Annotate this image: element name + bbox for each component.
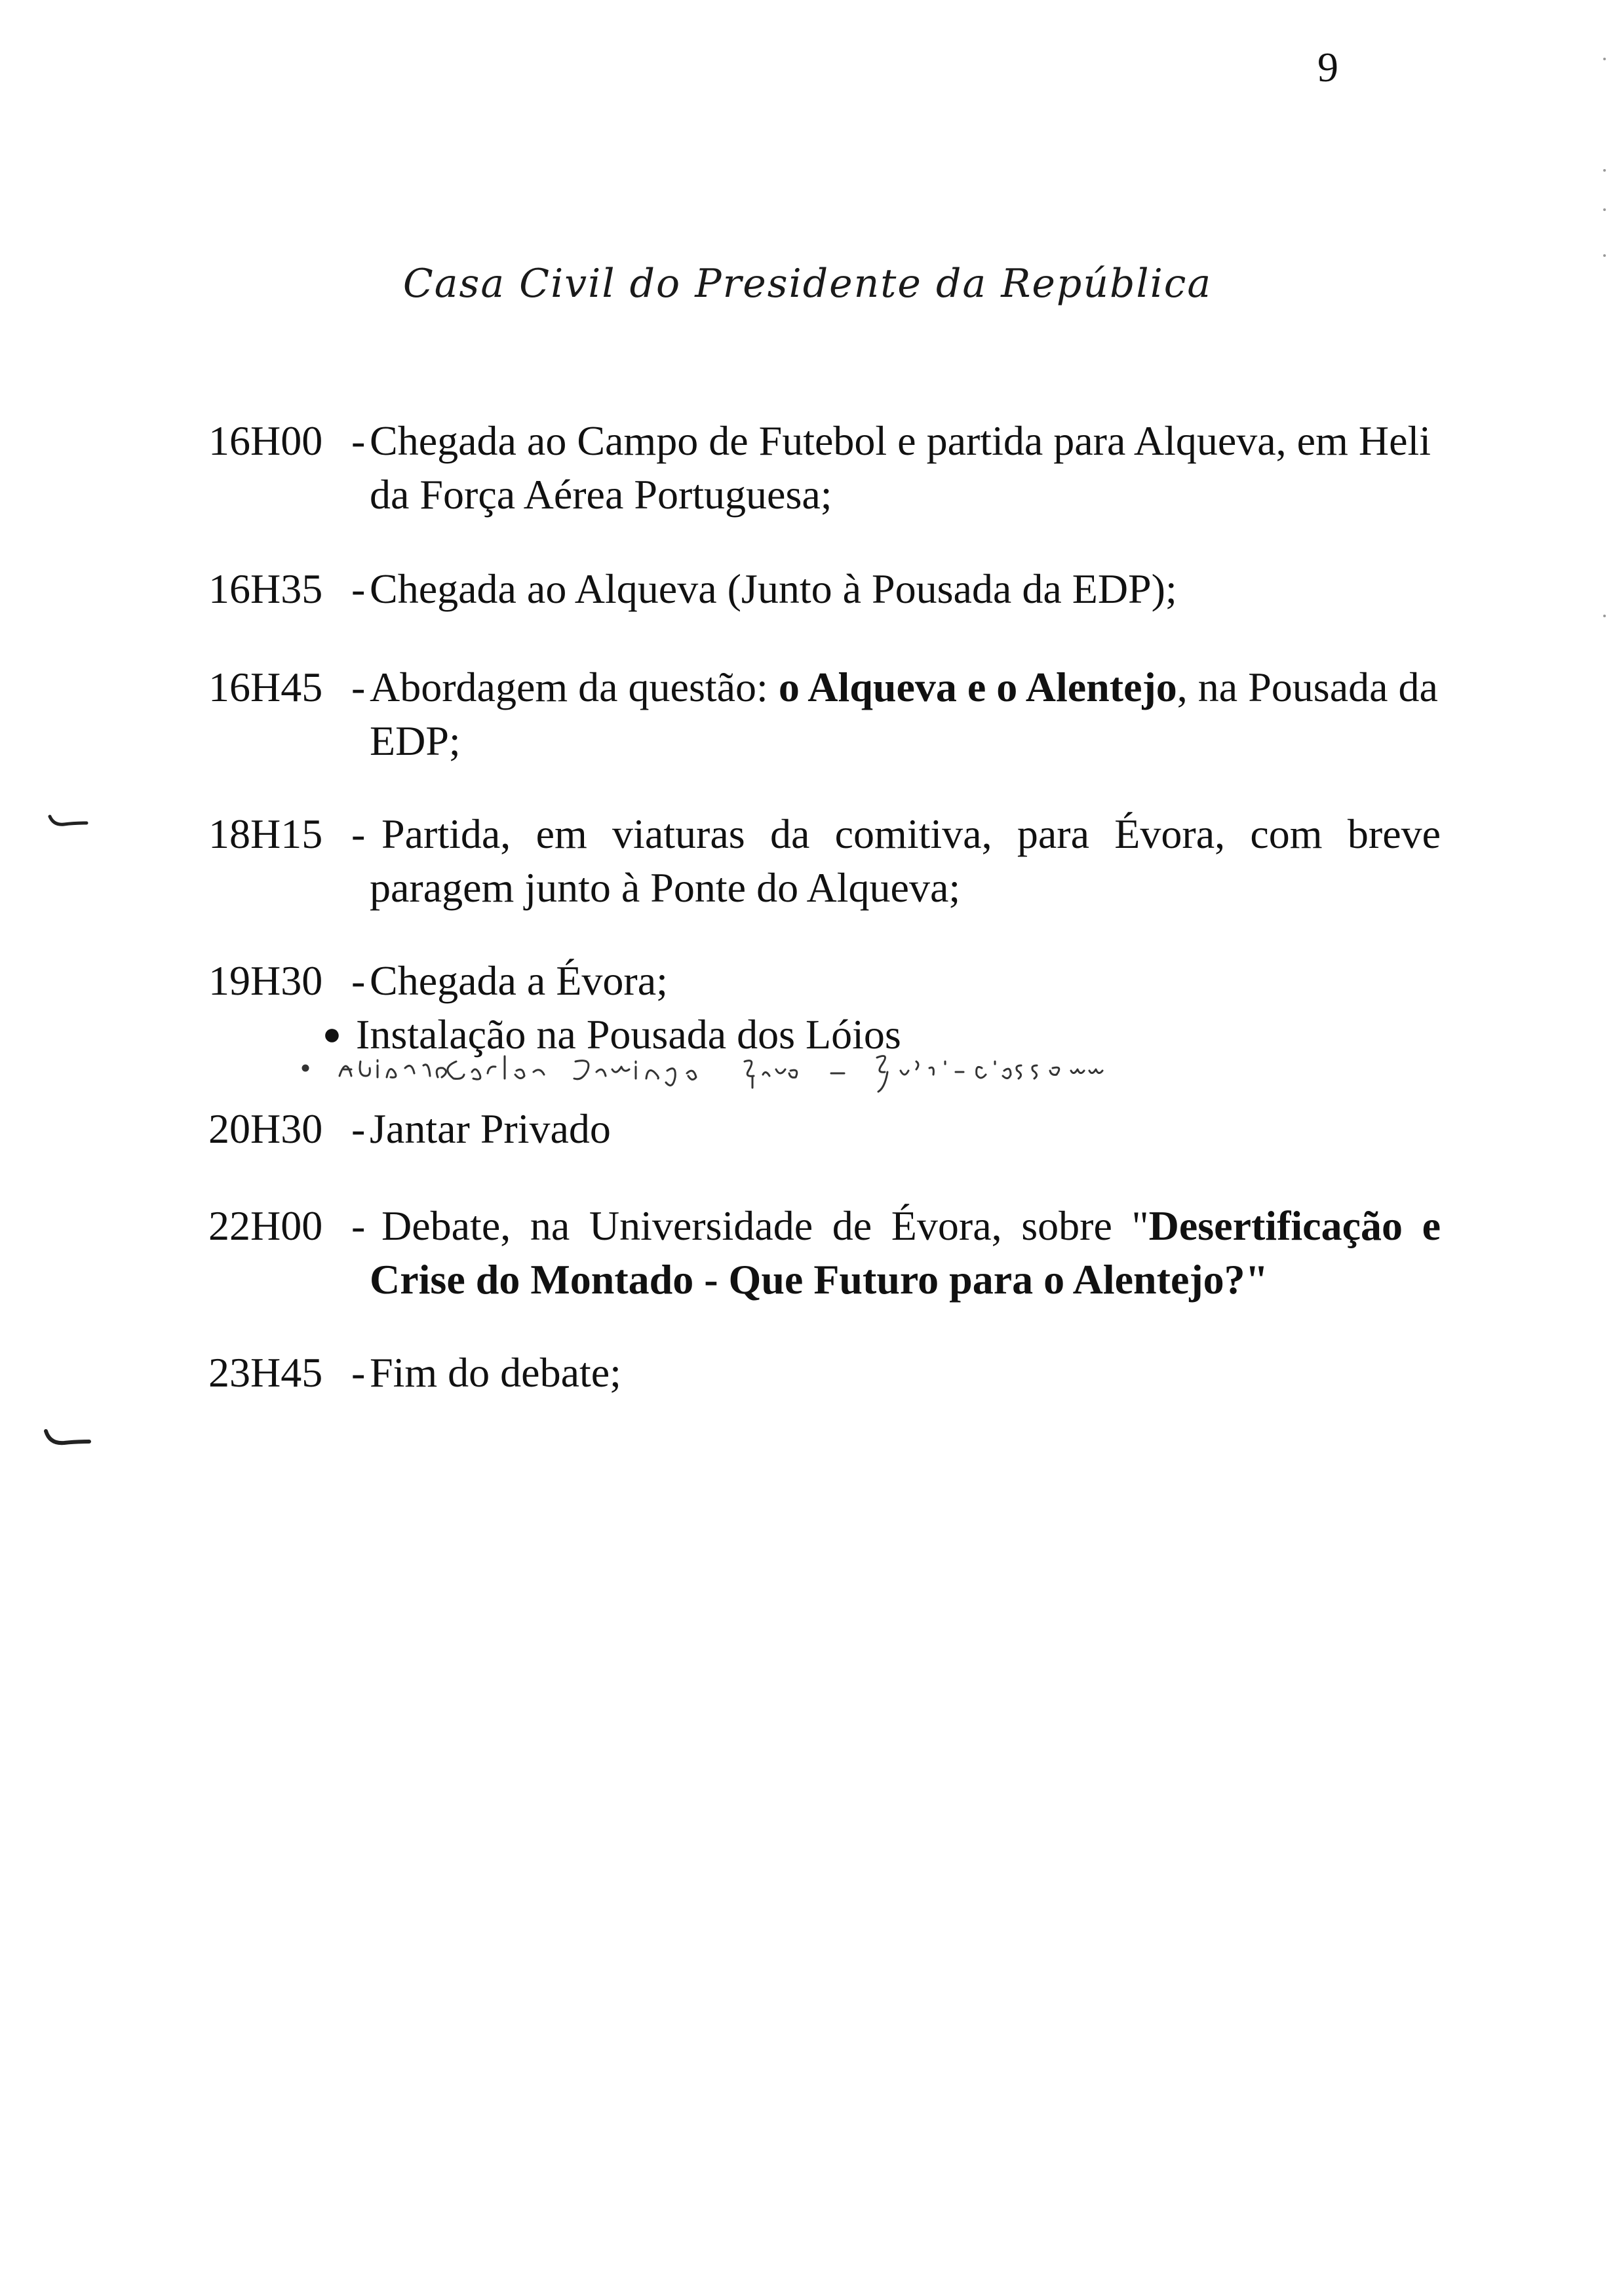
entry-text: Abordagem da questão: [370, 664, 779, 710]
schedule-entry-2345: 23H45 - Fim do debate; [208, 1346, 1441, 1400]
entry-bold-topic: Desertificação e [1148, 1202, 1441, 1249]
entry-text-continued: paragem junto à Ponte do Alqueva; [370, 864, 961, 911]
entry-text-after: , na Pousada da [1177, 664, 1438, 710]
entry-bold-topic-continued: Crise do Montado - Que Futuro para o Alentejo?" [370, 1256, 1269, 1303]
entry-time: 16H00 [208, 417, 323, 464]
entry-text: Partida, em viaturas da comitiva, para Évora, com breve [381, 811, 1441, 857]
entry-bold-topic: o Alqueva e o Alentejo [778, 664, 1177, 710]
schedule-entry-1645: 16H45 - Abordagem da questão: o Alqueva e o Alentejo, na Pousada da EDP; [208, 660, 1441, 768]
margin-tick-mark [46, 813, 92, 832]
schedule-entry-1635: 16H35 - Chegada ao Alqueva (Junto à Pousada da EDP); [208, 562, 1441, 616]
entry-text: Fim do debate; [370, 1349, 621, 1396]
margin-tick-mark [42, 1427, 94, 1451]
bullet-icon: ● [322, 1017, 341, 1052]
entry-text: Chegada a Évora; [370, 957, 668, 1004]
entry-text: Debate, na Universidade de Évora, sobre " [381, 1202, 1149, 1249]
entry-time: 16H45 [208, 664, 323, 710]
entry-time: 23H45 [208, 1349, 323, 1396]
entry-time: 18H15 [208, 811, 323, 857]
schedule-entry-2030: 20H30 - Jantar Privado [208, 1102, 1441, 1156]
entry-text: Chegada ao Alqueva (Junto à Pousada da EDP); [370, 565, 1177, 612]
page-number: 9 [1317, 44, 1338, 90]
entry-time: 16H35 [208, 565, 323, 612]
entry-text-continued: EDP; [370, 718, 461, 764]
schedule-entry-1600: 16H00 - Chegada ao Campo de Futebol e partida para Alqueva, em Heli da Força Aérea Portuguesa; [208, 414, 1441, 522]
entry-text: Chegada ao Campo de Futebol e partida para Alqueva, em Heli [370, 417, 1431, 464]
entry-time: 20H30 [208, 1105, 323, 1152]
bullet-text: Instalação na Pousada dos Lóios [356, 1011, 901, 1058]
entry-time: 22H00 [208, 1202, 323, 1249]
entry-time: 19H30 [208, 957, 323, 1004]
scan-specks [1599, 39, 1612, 629]
schedule-entry-1815: 18H15 - Partida, em viaturas da comitiva, para Évora, com breve paragem junto à Ponte do Alqueva; [208, 807, 1441, 915]
letterhead: Casa Civil do Presidente da República [402, 261, 1213, 307]
schedule-entry-1930: 19H30 - Chegada a Évora; ● Instalação na Pousada dos Lóios [208, 954, 1441, 1065]
entry-text-continued: da Força Aérea Portuguesa; [370, 471, 832, 518]
schedule-entry-2200: 22H00 - Debate, na Universidade de Évora, sobre "Desertificação e Crise do Montado - Que Futuro para o Alentejo?" [208, 1199, 1441, 1307]
entry-text: Jantar Privado [370, 1105, 611, 1152]
